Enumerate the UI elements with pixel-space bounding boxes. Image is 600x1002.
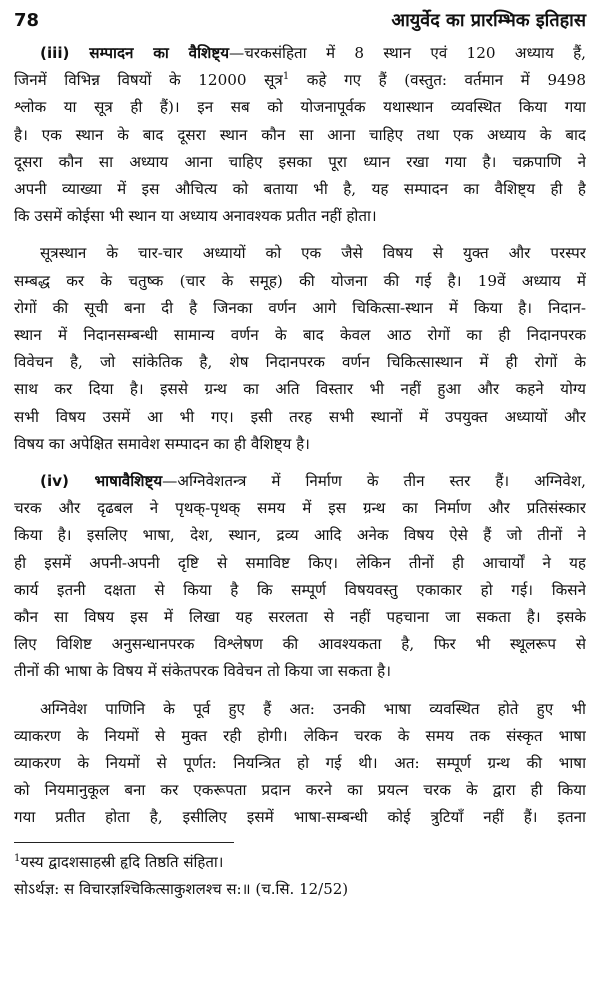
text-line: सम्बद्ध कर के चतुष्क (चार के समूह) की योजना की गई है। 19वें अध्याय में bbox=[14, 271, 586, 290]
text-line: स्थान में निदानसम्बन्धी सामान्य वर्णन के बाद केवल आठ रोगों का ही निदानपरक bbox=[14, 326, 586, 345]
paragraph-agnivesh bbox=[14, 696, 586, 832]
running-title: आयुर्वेद का प्रारम्भिक इतिहास bbox=[391, 10, 586, 31]
page-header bbox=[14, 6, 586, 36]
text-line: कि उसमें कोईसा भी स्थान या अध्याय अनावश्यक प्रतीत नहीं होता। bbox=[14, 207, 377, 226]
page-number: 78 bbox=[14, 10, 40, 31]
text-line: किया है। इसलिए भाषा, देश, स्थान, द्रव्य आदि अनेक विषय ऐसे हैं जो तीनों ने bbox=[14, 526, 586, 545]
paragraph-bhasha bbox=[14, 468, 586, 686]
text-line: व्याकरण के नियमों से मुक्त रही होगी। लेकिन चरक के समय तक संस्कृत भाषा bbox=[14, 726, 586, 745]
text-line: अग्निवेश पाणिनि के पूर्व हुए हैं अत: उनकी भाषा व्यवस्थित होते हुए भी bbox=[40, 699, 586, 718]
text-line: चरक और दृढबल ने पृथक्-पृथक् समय में इस ग्रन्थ का निर्माण और प्रतिसंस्कार bbox=[14, 499, 586, 518]
page-body bbox=[14, 40, 586, 832]
footnote-marker: 1 bbox=[14, 852, 21, 864]
footnote-divider bbox=[14, 842, 234, 843]
text-line: जिनमें विभिन्न विषयों के 12000 सूत्र$^1$ कहे गए हैं (वस्तुत: वर्तमान में 9498 bbox=[14, 71, 586, 90]
footnote-line: सोऽर्थज्ञ: स विचारज्ञश्चिकित्साकुशलश्च स:॥ (च.सि. 12/52) bbox=[14, 879, 349, 898]
footnote-line: $^1$यस्य द्वादशसाहस्री हृदि तिष्ठति संहिता। bbox=[14, 852, 224, 871]
text-line: साथ कर दिया है। इससे ग्रन्थ का अति विस्तार भी नहीं हुआ और कहने योग्य bbox=[14, 380, 586, 399]
section-heading: (iii) सम्पादन का वैशिष्ट्य bbox=[40, 44, 230, 62]
paragraph-sutrasthan bbox=[14, 240, 586, 458]
text-line: सूत्रस्थान के चार-चार अध्यायों को एक जैसे विषय से युक्त और परस्पर bbox=[40, 244, 586, 263]
text-line: (iii) सम्पादन का वैशिष्ट्य—चरकसंहिता में 8 स्थान एवं 120 अध्याय हैं, bbox=[40, 44, 586, 62]
text-line: कौन सा विषय इस में लिखा यह सरलता से नहीं पहचाना जा सकता है। इसके bbox=[14, 608, 586, 627]
text-line: तीनों की भाषा के विषय में संकेतपरक विवेचन तो किया जा सकता है। bbox=[14, 662, 391, 681]
text-line: लिए विशिष्ट अनुसन्धानपरक विश्लेषण की आवश्यकता है, फिर भी स्थूलरूप से bbox=[14, 635, 586, 654]
text-line: सभी विषय उसमें आ भी गए। इसी तरह सभी स्थानों में उपयुक्त अध्यायों और bbox=[14, 407, 586, 426]
paragraph-sampadan bbox=[14, 40, 586, 230]
text-line: दूसरा कौन सा अध्याय आना चाहिए इसका पूरा ध्यान रखा गया है। चक्रपाणि ने bbox=[14, 152, 586, 171]
text-line: व्याकरण के नियमों से पूर्णत: नियन्त्रित हो गई थी। अत: सम्पूर्ण ग्रन्थ की भाषा bbox=[14, 754, 586, 773]
text-line: श्लोक या सूत्र ही हैं)। इन सब को योजनापूर्वक यथास्थान व्यवस्थित किया गया bbox=[14, 98, 586, 117]
text-line: (iv) भाषावैशिष्ट्य—अग्निवेशतन्त्र में निर्माण के तीन स्तर हैं। अग्निवेश, bbox=[40, 472, 586, 491]
text-line: विषय का अपेक्षित समावेश सम्पादन का ही वैशिष्ट्य है। bbox=[14, 434, 310, 453]
text-line: ही इसमें अपनी-अपनी दृष्टि से समाविष्ट किए। लेकिन तीनों ही आचार्यों ने यह bbox=[14, 553, 586, 572]
section-heading: (iv) भाषावैशिष्ट्य bbox=[40, 472, 163, 491]
footnote-marker: 1 bbox=[282, 71, 290, 83]
footnote bbox=[14, 849, 586, 903]
text-line: को नियमानुकूल बना कर एकरूपता प्रदान करने का प्रयत्न चरक के द्वारा ही किया bbox=[14, 781, 586, 800]
text-line: कार्य इतनी दक्षता से किया है कि सम्पूर्ण विषयवस्तु एकाकार हो गई। किसने bbox=[14, 580, 586, 599]
text-line: रोगों की सूची बना दी है जिनका वर्णन आगे चिकित्सा-स्थान में किया है। निदान- bbox=[14, 298, 586, 317]
text-line: है। एक स्थान के बाद दूसरा स्थान कौन सा आना चाहिए तथा एक अध्याय के बाद bbox=[14, 125, 586, 144]
text-line: अपनी व्याख्या में इस औचित्य को बताया भी है, यह सम्पादन का वैशिष्ट्य ही है bbox=[14, 180, 586, 199]
text-line: विवेचन है, जो सांकेतिक है, शेष निदानपरक वर्णन चिकित्सास्थान में ही रोगों के bbox=[14, 353, 586, 372]
text-line: गया प्रतीत होता है, इसीलिए इसमें भाषा-सम्बन्धी कोई त्रुटियाँ नहीं हैं। इतना bbox=[14, 808, 586, 827]
